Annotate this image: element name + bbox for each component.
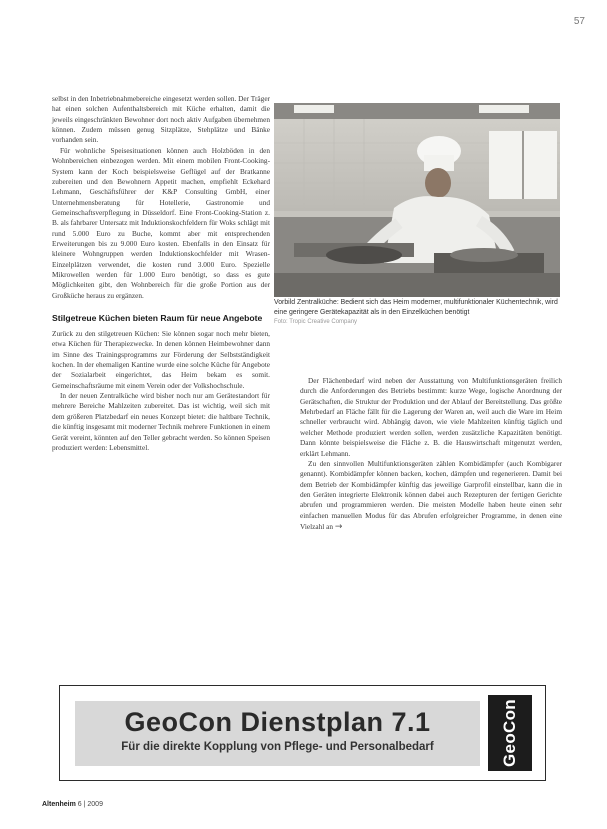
left-column	[52, 94, 270, 453]
body-paragraph: Für wohnliche Speisesituationen können auch Holzböden in den Wohnbereichen einbezogen werden. Mit einem mobilen Front-Cooking-System kann der Koch beispielsweise Geflügel auf der Bratkanne zubereiten und den Bewohnern Appetit machen, empfiehlt Eckehard Lehmann, Geschäftsführer der K&P Consulting GmbH, einer Unternehmensberatung für Hotellerie, Gastronomie und Gemeinschaftsverpflegung in Düsseldorf. Eine Front-Cooking-Station z. B. als fahrbarer Untersatz mit Induktionskochfeldern für Woks schlägt mit rund 5.000 Euro zu Buche, kommt aber mit entsprechenden Erweiterungen bis zu 9.000 Euro kosten. Ebenfalls in den Einsatz für kleinere Wohngruppen werden Induktionskochfelder mit Wrasen-Einzelplätzen verwendet, die kosten rund 3.000 Euro. Spezielle Mikrowellen werden für 1.000 Euro benötigt, so dass es gute Möglichkeiten gibt, den Wohnbereich für die große Portion aus der Großküche heraus zu ergänzen.	[52, 145, 270, 300]
ad-title: GeoCon Dienstplan 7.1	[124, 707, 431, 737]
ad-subtitle: Für die direkte Kopplung von Pflege- und Personalbedarf	[121, 741, 434, 753]
section-heading: Stilgetreue Küchen bieten Raum für neue Angebote	[52, 313, 263, 324]
ad-banner	[75, 701, 480, 766]
body-paragraph	[300, 459, 562, 534]
right-column	[300, 376, 562, 534]
body-paragraph: Der Flächenbedarf wird neben der Ausstattung von Multifunktionsgeräten freilich durch die Anforderungen des Betriebs bestimmt: kurze Wege, logische Anordnung der Gerätschaften, die Struktur der Produktion und der Ablauf der Bereitstellung. Das größte Mehrbedarf an Fläche fällt für die Lagerung der Waren an, weil auch die Ware im Heim schneller verbraucht wird. Abhängig davon, wie viele Mahlzeiten künftig täglich und welcher Methode produziert werden sollen, werden zusätzliche Kapazitäten benötigt. Dann könnte beispielsweise die Fläche z. B. die Hauswirtschaft mitgenutzt werden, erklärt Lehmann.	[300, 376, 562, 458]
magazine-name: Altenheim	[42, 801, 76, 808]
page-number: 57	[573, 16, 585, 27]
geocon-advertisement	[59, 685, 546, 781]
body-paragraph-text: Zu den sinnvollen Multifunktionsgeräten zählen Kombidämpfer (auch Kombigarer genannt). Kombidämpfer können backen, kochen, dämpfen und regenerieren. Damit bei dem Betrieb der Kombidämpfer künftig das jeweilige Garprofil einstellbar, kann die in den Geräten integrierte Elektronik können dabei auch Rezepturen der fertigen Gerichte abrufen und programmieren werden. Die meisten Modelle haben heute einen sehr einfachen manuellen Modus für das Abrufen erfolgreicher Programme, in denen eine Vielzahl an	[300, 458, 562, 532]
footer	[42, 801, 103, 808]
geocon-logo	[488, 695, 532, 771]
body-paragraph: In der neuen Zentralküche wird bisher noch nur am Gerätestandort für mehrere Bereiche Mahlzeiten zubereitet. Das ist wichtig, weil sich mit dem größeren Platzbedarf ein neues Konzept bietet: die haltbare Technik, die künftig insgesamt mit moderner Technik mehrere Funktionen in einem Gerät vereint, könnten auf den Teller gebracht werden. So können Speisen produziert werden: Lebensmittel.	[52, 391, 270, 452]
logo-text: GeoCon	[500, 699, 520, 767]
chef-photo-illustration	[274, 103, 560, 297]
caption-text: Vorbild Zentralküche: Bedient sich das Heim moderner, multifunktionaler Küchentechnik, wird eine geringere Gerätekapazität als in den Einzelküchen benötigt	[274, 299, 558, 316]
photo-credit: Foto: Tropic Creative Company	[274, 319, 358, 326]
continue-arrow-icon: →	[334, 522, 343, 533]
photo-caption	[274, 298, 564, 326]
body-paragraph: Zurück zu den stilgetreuen Küchen: Sie können sogar noch mehr bieten, etwa Küchen für Therapiezwecke. In denen können Heimbewohner dann im Sinne des Trainingsprogramms zur Förderung der Selbstständigkeit kochen. In der ehemaligen Kantine wurde eine solche Küche für Angebote der Sozialarbeit eingerichtet, das Heim bekam es somit. Gemeinschaftsräume mit einem Verein oder der Volkshochschule.	[52, 328, 270, 390]
kitchen-chef-photo	[274, 103, 560, 297]
issue-number: 6 | 2009	[77, 801, 103, 808]
body-paragraph: selbst in den Inbetriebnahmebereiche eingesetzt werden sollen. Der Träger hat einen solchen Aufenthaltsbereich mit Küche erhalten, damit die jeweils eingeschränkten Bewohner dort noch aktiv Aufgaben übernehmen können. Zudem müssen genug Sitzplätze, Stehplätze und Bänke vorhanden sein.	[52, 94, 270, 145]
